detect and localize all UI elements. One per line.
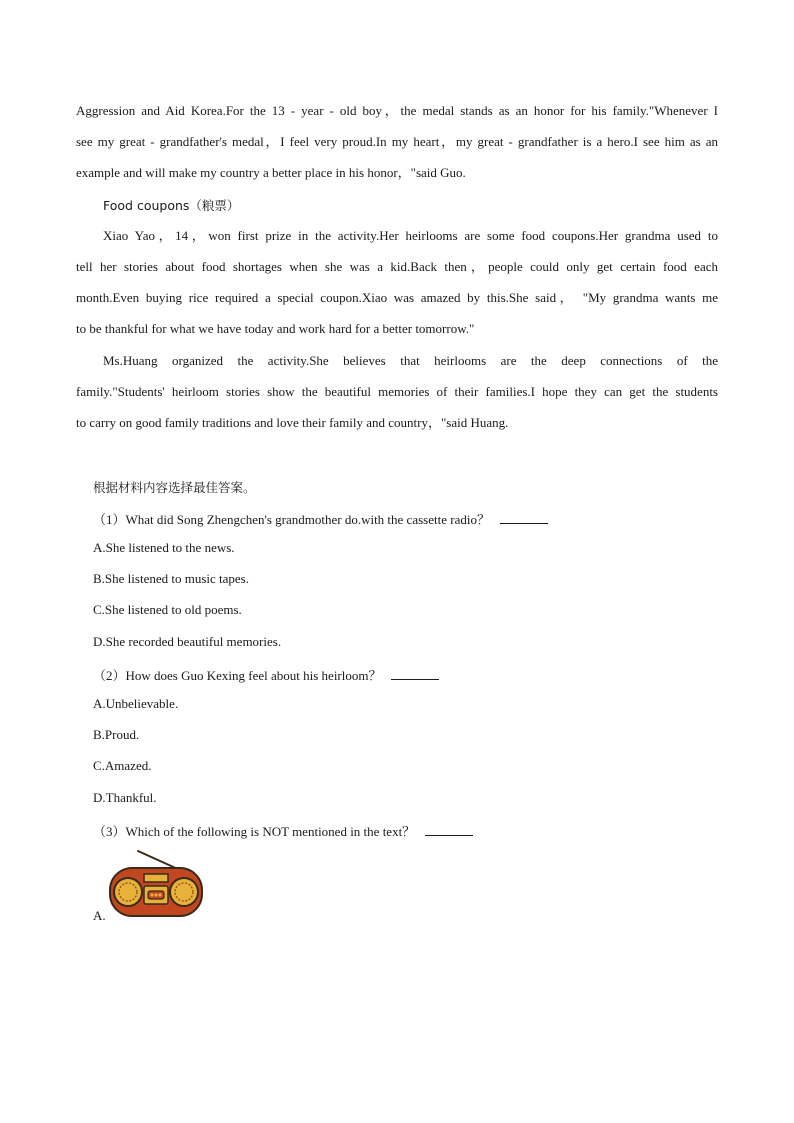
answer-blank[interactable] xyxy=(391,669,439,680)
question-2-stem xyxy=(93,665,439,684)
question-1-option-d: D.She recorded beautiful memories. xyxy=(93,634,282,649)
cassette-radio-icon xyxy=(108,848,204,920)
question-3-stem xyxy=(93,821,473,840)
paragraph-line: Aggression and Aid Korea.For the 13 - year - old boy，the medal stands as an honor for his family."Whenever I xyxy=(76,103,718,118)
paragraph-1 xyxy=(76,95,718,188)
question-3-option-a: A. xyxy=(93,908,106,923)
section-subheading: Food coupons（粮票） xyxy=(103,198,240,213)
question-instruction: 根据材料内容选择最佳答案。 xyxy=(93,480,256,495)
paragraph-line: Xiao Yao，14，won first prize in the activity.Her heirlooms are some food coupons.Her grandma used to xyxy=(103,228,718,243)
paragraph-line: family."Students' heirloom stories show the beautiful memories of their families.I hope they can get the students xyxy=(76,384,718,399)
question-text: （2）How does Guo Kexing feel about his heirloom？ xyxy=(93,668,382,683)
paragraph-line: example and will make my country a better place in his honor，"said Guo. xyxy=(76,165,466,180)
paragraph-3 xyxy=(76,345,718,438)
question-text: （3）Which of the following is NOT mentioned in the text？ xyxy=(93,824,416,839)
question-text: （1）What did Song Zhengchen's grandmother do.with the cassette radio？ xyxy=(93,512,490,527)
question-2-option-a: A.Unbelievable. xyxy=(93,696,179,711)
paragraph-line: month.Even buying rice required a special coupon.Xiao was amazed by this.She said， "My grandma wants me xyxy=(76,290,718,305)
question-2-option-b: B.Proud. xyxy=(93,727,140,742)
question-2-option-c: C.Amazed. xyxy=(93,758,152,773)
paragraph-line: to be thankful for what we have today and work hard for a better tomorrow." xyxy=(76,321,475,336)
question-1-option-c: C.She listened to old poems. xyxy=(93,602,242,617)
paragraph-2 xyxy=(76,220,718,344)
answer-blank[interactable] xyxy=(500,513,548,524)
paragraph-line: tell her stories about food shortages when she was a kid.Back then，people could only get certain food each xyxy=(76,259,718,274)
question-1-stem xyxy=(93,509,548,528)
question-2-option-d: D.Thankful. xyxy=(93,790,157,805)
question-1-option-a: A.She listened to the news. xyxy=(93,540,235,555)
question-1-option-b: B.She listened to music tapes. xyxy=(93,571,249,586)
paragraph-line: see my great - grandfather's medal，I feel very proud.In my heart，my great - grandfather is a hero.I see him as an xyxy=(76,134,718,149)
paragraph-line: Ms.Huang organized the activity.She believes that heirlooms are the deep connections of the xyxy=(103,353,718,368)
paragraph-line: to carry on good family traditions and love their family and country，"said Huang. xyxy=(76,415,509,430)
answer-blank[interactable] xyxy=(425,825,473,836)
